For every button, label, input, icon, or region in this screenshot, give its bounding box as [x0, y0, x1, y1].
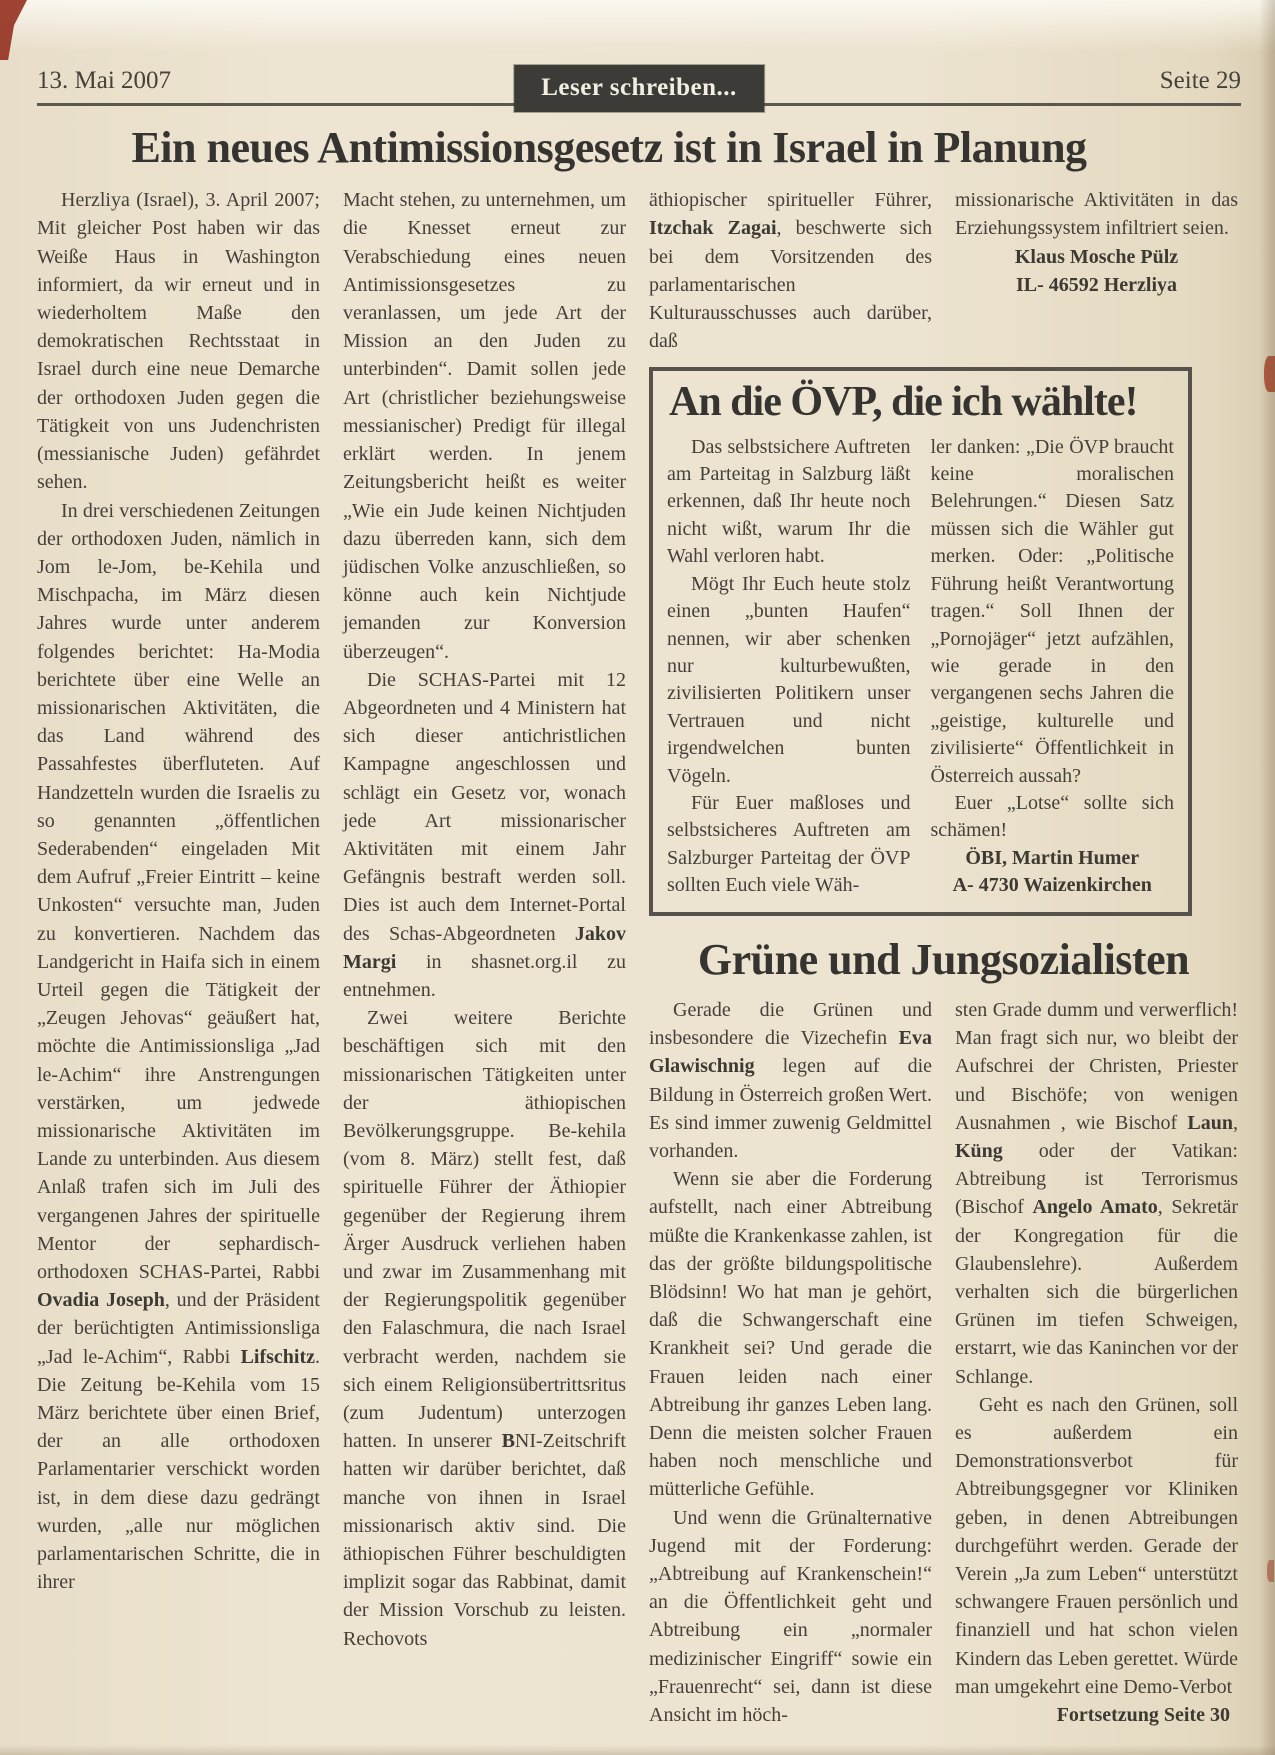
text-run: Zwei weitere Berichte beschäftigen sich mit den missionarischen Tätigkeiten unter der äthiopischen Bevölkerungsgruppe. Be-kehila (vom 8. März) stellt fest, daß spirituelle Führer der Äthiopier gegenüber der Regierung ihrem Ärger Ausdruck verliehen haben und zwar im Zusammenhang mit der Regierungspolitik gegenüber den Falaschmura, die nach Israel verbracht werden, nachdem sie sich einem Religionsübertrittsritus (zum Judentum) unterzogen hatten. In unserer: [343, 1007, 626, 1453]
scan-artifact-corner: [0, 0, 27, 60]
text-run: Das selbstsichere Auftreten am Parteitag in Salzburg läßt erkennen, daß Ihr heute noch nicht wißt, warum Ihr die Wahl verloren habt.: [667, 435, 911, 568]
emphasized-name: Jakov Margi: [343, 922, 626, 973]
letter-gruene: [649, 936, 1238, 1730]
paragraph: [955, 271, 1238, 299]
paragraph: [931, 872, 1175, 899]
letter-ovp-box: [649, 367, 1192, 915]
text-run: Und wenn die Grünalternative Jugend mit der Forderung: „Abtreibung auf Krankenschein!“ an die Öffentlichkeit geht und Abtreibung ein „normaler medizinischer Eingriff“ sowie ein „Frauenrecht“ sei, dann ist diese Ansicht im höch-: [649, 1506, 932, 1727]
text-run: missionarische Aktivitäten in das Erziehungssystem infiltriert seien.: [955, 189, 1238, 240]
emphasized-name: Itzchak Zagai: [649, 217, 777, 240]
paragraph: [931, 845, 1175, 872]
text-run: , beschwerte sich bei dem Vorsitzenden des parlamentarischen Kulturausschusses auch darüber, daß: [649, 217, 933, 353]
emphasized-name: B: [501, 1430, 515, 1453]
text-run: A- 4730 Waizenkirchen: [952, 874, 1152, 897]
main-article-column-4: [955, 186, 1238, 355]
emphasized-name: Ovadia Joseph: [37, 1289, 165, 1312]
letter-gruene-headline: Grüne und Jungsozialisten: [697, 934, 1190, 984]
paragraph: [955, 1701, 1238, 1729]
emphasized-name: Laun: [1187, 1111, 1233, 1134]
text-run: IL- 46592 Herzliya: [1015, 273, 1178, 296]
text-run: Für Euer maßloses und selbstsicheres Auftreten am Salzburger Parteitag der ÖVP sollten Euch viele Wäh-: [667, 791, 911, 897]
text-run: ,: [1233, 1111, 1238, 1134]
letter-ovp-headline: An die ÖVP, die ich wählte!: [669, 379, 1138, 426]
main-article-column-2: [343, 186, 626, 1729]
issue-date: 13. Mai 2007: [37, 67, 172, 94]
letter-ovp-column-right: [931, 434, 1175, 900]
text-run: , Sekretär der Kongregation für die Glaubenslehre). Außerdem verhalten sich die bürgerlichen Grünen im tiefen Schweigen, erstarrt, wie das Kaninchen vor der Schlange.: [955, 1196, 1238, 1388]
paragraph: [649, 186, 932, 355]
page-content: [37, 48, 1241, 1729]
text-run: ler danken: „Die ÖVP braucht keine moralischen Belehrungen.“ Diesen Satz müssen sich die Wähler gut merken. Oder: „Politische Führung heißt Verantwortung tragen.“ Soll Ihnen der „Pornojäger“ jetzt aufzählen, wie gerade in den vergangenen sechs Jahren die „geistige, kulturelle und zivilisierte“ Öffentlichkeit in Österreich aussah?: [930, 435, 1174, 787]
text-run: Herzliya (Israel), 3. April 2007; Mit gleicher Post haben wir das Weiße Haus in Washington informiert, da wir erneut und in wiederholtem Maße den demokratischen Rechtsstaat in Israel durch eine neue Demarche der orthodoxen Juden gegen die Tätigkeit von uns Judenchristen (messianische Juden) gefährdet sehen.: [37, 189, 320, 494]
main-article-column-1: [37, 186, 320, 1729]
text-run: sten Grade dumm und verwerflich! Man fragt sich nur, wo bleibt der Aufschrei der Christen, Priester und Bischöfe; von wenigen Ausnahmen , wie Bischof: [955, 998, 1238, 1134]
text-run: legen auf die Bildung in Österreich großen Wert. Es sind immer zuwenig Geldmittel vorhanden.: [649, 1055, 932, 1162]
main-article-continuation: [649, 186, 1238, 355]
section-label: Leser schreiben...: [514, 65, 764, 112]
page-number: Seite 29: [1159, 67, 1241, 94]
text-run: Euer „Lotse“ sollte sich schämen!: [930, 791, 1174, 842]
paragraph: [955, 1391, 1238, 1701]
paragraph: [37, 497, 320, 1597]
main-article-column-3: [649, 186, 932, 355]
text-run: In drei verschiedenen Zeitungen der orthodoxen Juden, nämlich in Jom le-Jom, be-Kehila und Mischpacha, im März diesen Jahres wurde unter anderem folgendes berichtet: Ha-Modia berichtete über eine Welle an missionarischen Aktivitäten, die das Land während des Passahfestes überfluteten. Auf Handzetteln wurden die Israelis zu so genannten „öffentlichen Sederabenden“ eingeladen Mit dem Aufruf „Freier Eintritt – keine Unkosten“ versuchte man, Juden zu konvertieren. Nachdem das Landgericht in Haifa sich in einem Urteil gegen die Tätigkeit der „Zeugen Jehovas“ geäußert hat, möchte die Antimissionsliga „Jad le-Achim“ ihre Anstrengungen verstärken, um jedwede missionarische Aktivitäten im Lande zu unterbinden. Aus diesem Anlaß trafen sich im Juli des vergangenen Jahres der spirituelle Mentor der sephardisch-orthodoxen SCHAS-Partei, Rabbi: [37, 499, 320, 1283]
letter-ovp-column-left: [667, 434, 911, 900]
text-run: in shasnet.org.il zu entnehmen.: [343, 950, 626, 1001]
article-body: [37, 186, 1241, 1729]
page-header: [37, 48, 1241, 106]
text-run: Klaus Mosche Pülz: [1014, 245, 1179, 268]
paragraph: [955, 186, 1238, 242]
emphasized-name: Angelo Amato: [1032, 1196, 1158, 1219]
letter-gruene-column-left: [649, 996, 932, 1729]
text-run: Wenn sie aber die Forderung aufstellt, nach einer Abtreibung müßte die Krankenkasse zahlen, ist das der größte bildungspolitische Blödsinn! Wo hat man je gehört, daß die Schwangerschaft eine Krankheit sei? Und gerade die Frauen leiden nach einer Abtreibung ihr ganzes Leben lang. Denn die meisten solcher Frauen haben noch menschliche und mütterliche Gefühle.: [649, 1168, 932, 1501]
text-run: Fortsetzung Seite 30: [1056, 1704, 1230, 1727]
text-run: äthiopischer spiritueller Führer,: [649, 189, 932, 212]
paragraph: [931, 790, 1175, 845]
paragraph: [343, 186, 626, 665]
emphasized-name: Küng: [955, 1139, 1003, 1162]
paragraph: [343, 666, 626, 1004]
paragraph: [931, 434, 1175, 790]
text-run: Die SCHAS-Partei mit 12 Abgeordneten und 4 Ministern hat sich dieser antichristlichen Kampagne angeschlossen und schlägt ein Gesetz vor, wonach jede Art missionarischer Aktivitäten mit einem Jahr Gefängnis bestraft werden soll. Dies ist auch dem Internet-Portal des Schas-Abgeordneten: [343, 668, 626, 945]
emphasized-name: Lifschitz: [240, 1345, 315, 1368]
text-run: Mögt Ihr Euch heute stolz einen „bunten Haufen“ nennen, wir aber schenken nur kulturbewußten, zivilisierten Politikern unser Vertrauen und nicht irgendwelchen bunten Vögeln.: [667, 572, 911, 787]
main-article-headline: Ein neues Antimissionsgesetz ist in Israel in Planung: [131, 123, 1087, 172]
text-run: oder der Vatikan: Abtreibung ist Terrorismus (Bischof: [955, 1139, 1238, 1219]
letter-gruene-body: [649, 996, 1238, 1729]
scan-bottom-shading: [0, 1745, 1275, 1755]
paragraph: [667, 434, 911, 571]
scan-edge-shading: [1259, 0, 1275, 1755]
paragraph: [667, 790, 911, 900]
paragraph: [37, 186, 320, 496]
text-run: Gerade die Grünen und insbesondere die Vizechefin: [649, 998, 932, 1050]
text-run: ÖBI, Martin Humer: [965, 846, 1140, 869]
paragraph: [343, 1004, 626, 1653]
paragraph: [649, 1165, 932, 1503]
letter-ovp-body: [667, 434, 1174, 900]
paragraph: [955, 243, 1238, 271]
text-run: . Die Zeitung be-Kehila vom 15 März berichtete über einen Brief, der an alle orthodoxen Parlamentarier verschickt worden ist, in dem diese dazu gedrängt wurden, „alle nur möglichen parlamentarischen Schritte, die in ihrer: [37, 1345, 320, 1594]
paragraph: [667, 571, 911, 790]
emphasized-name: Eva Glawischnig: [649, 1027, 932, 1078]
text-run: Geht es nach den Grünen, soll es außerdem ein Demonstrationsverbot für Abtreibungsgegner vor Kliniken geben, in denen Abtreibungen durchgeführt werden. Gerade der Verein „Ja zum Leben“ unterstützt schwangere Frauen persönlich und finanziell und hat schon vielen Kindern das Leben gerettet. Würde man umgekehrt eine Demo-Verbot: [955, 1393, 1238, 1698]
right-section: [649, 186, 1238, 1729]
text-run: NI-Zeitschrift hatten wir darüber berichtet, daß manche von ihnen in Israel missionarisch aktiv sind. Die äthiopischen Führer beschuldigten implizit sogar das Rabbinat, damit der Mission Vorschub zu leisten. Rechovots: [343, 1430, 626, 1650]
text-run: , und der Präsident der berüchtigten Antimissionsliga „Jad le-Achim“, Rabbi: [37, 1289, 320, 1368]
paragraph: [955, 996, 1238, 1391]
paragraph: [649, 1504, 932, 1730]
text-run: Macht stehen, zu unternehmen, um die Knesset erneut zur Verabschiedung eines neuen Antimissionsgesetzes zu veranlassen, um jede Art der Mission an den Juden zu unterbinden“. Damit sollen jede Art (christlicher beziehungsweise messianischer) Predigt für illegal erklärt werden. In jenem Zeitungsbericht heißt es weiter „Wie ein Jude keinen Nichtjuden dazu überreden kann, sich dem jüdischen Volke anzuschließen, so könne auch kein Nichtjude jemanden zur Konversion überzeugen“.: [343, 189, 626, 663]
letter-gruene-column-right: [955, 996, 1238, 1729]
paragraph: [649, 996, 932, 1165]
